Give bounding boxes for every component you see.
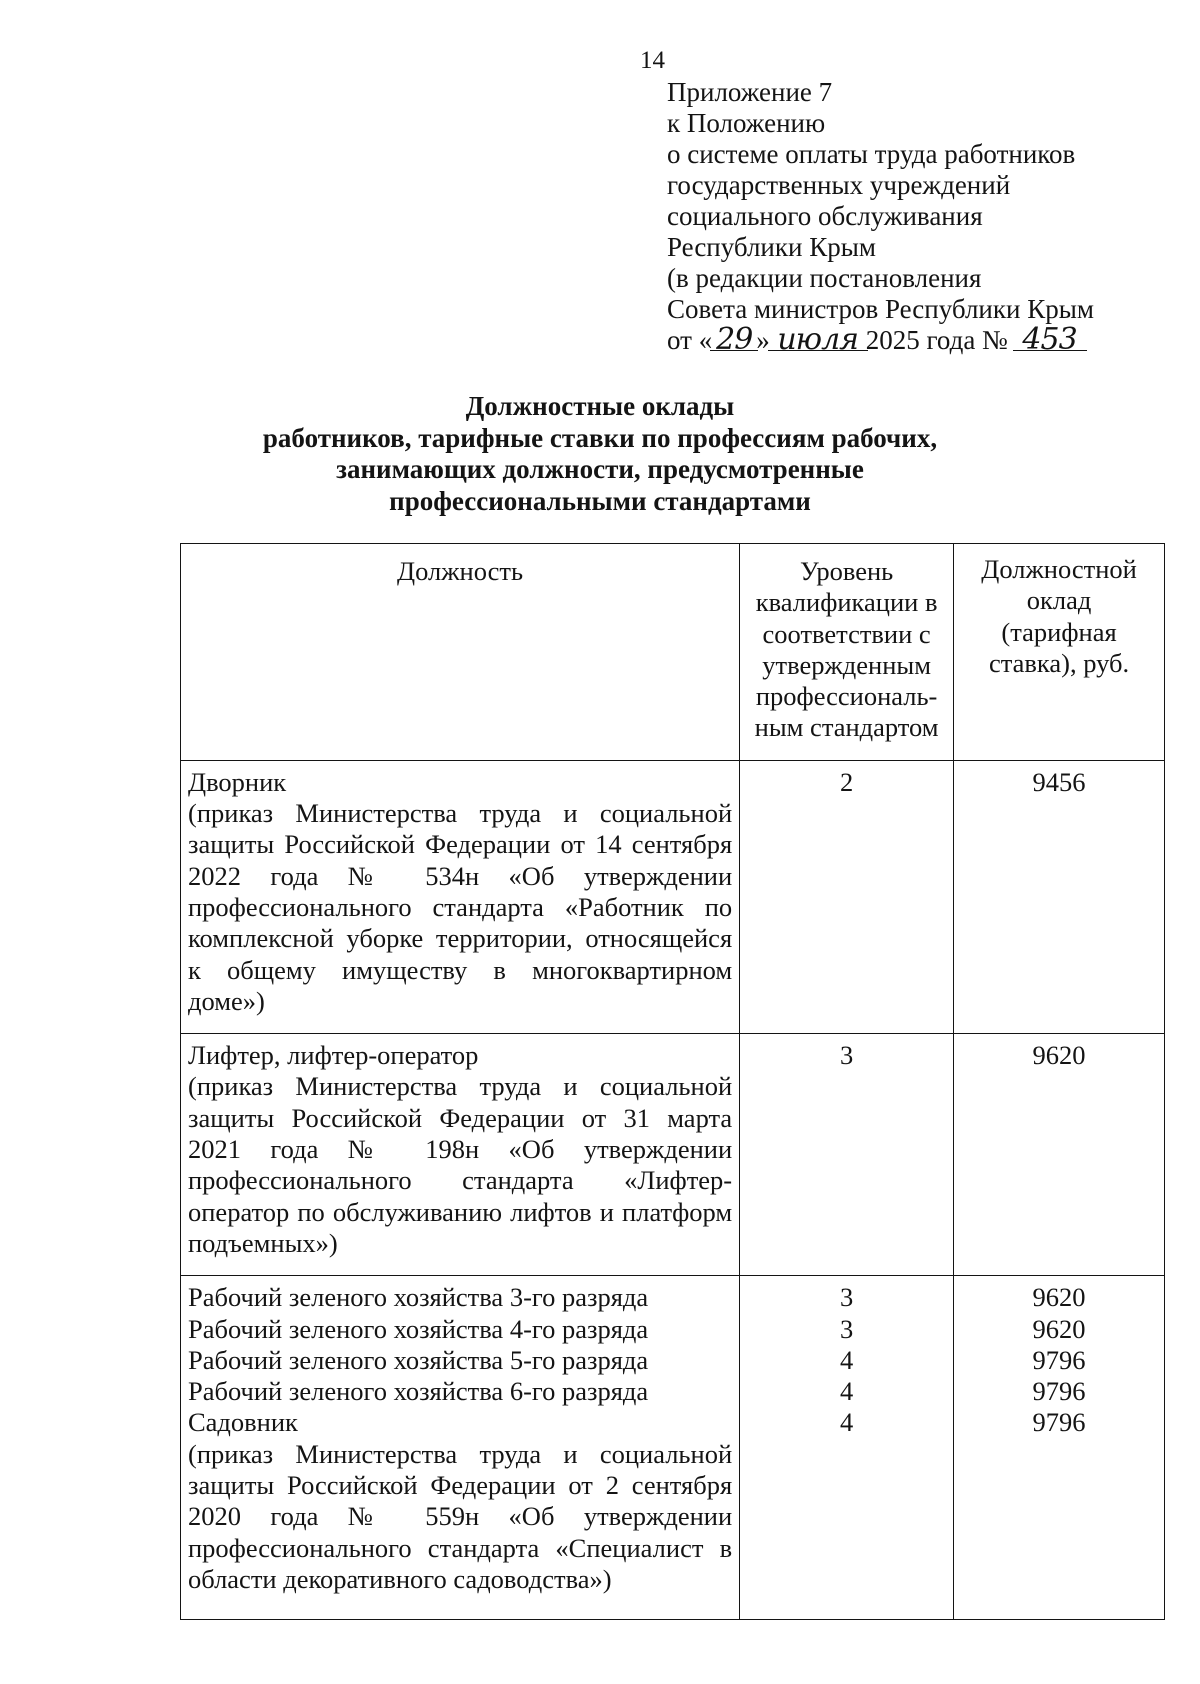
legal-basis: (приказ Министерства труда и социальной защиты Российской Федерации от 31 марта 2021 года № 198н «Об утверждении профессионального стандарта «Лифтер-оператор по обслуживанию лифтов и платформ подъемных»): [188, 1071, 733, 1258]
handwritten-day-text: 29: [716, 322, 753, 357]
header-line: ным стандартом: [754, 712, 939, 743]
appendix-line: о системе оплаты труда работников: [667, 139, 1076, 169]
header-line: утвержденным: [762, 649, 931, 680]
position-name: Рабочий зеленого хозяйства 5-го разряда: [188, 1344, 649, 1375]
header-salary: [954, 544, 1165, 761]
level-cell: [740, 1034, 954, 1276]
position-cell: [181, 1276, 740, 1620]
appendix-line: государственных учреждений: [667, 170, 1011, 200]
position-cell: [181, 1034, 740, 1276]
level-value: 3: [839, 1282, 854, 1313]
header-line: Уровень: [799, 556, 894, 586]
legal-basis: (приказ Министерства труда и социальной защиты Российской Федерации от 14 сентября 2022 года № 534н «Об утверждении профессионального стандарта «Работник по комплексной уборке территории, относящейся к общему имуществу в многоквартирном доме»): [188, 798, 733, 1016]
salary-cell: [954, 1276, 1165, 1620]
header-line: соответствии с: [762, 618, 931, 649]
table-row: [181, 760, 1165, 1033]
position-name: Рабочий зеленого хозяйства 6-го разряда: [188, 1376, 649, 1407]
salary-value: 9620: [1032, 1313, 1086, 1344]
header-line: Должностной: [981, 554, 1137, 584]
header-position: Должность: [181, 544, 740, 761]
appendix-line: Совета министров Республики Крым: [667, 294, 1094, 324]
title-line: работников, тарифные ставки по профессиям рабочих,: [262, 422, 938, 453]
appendix-line: Республики Крым: [667, 232, 876, 262]
level-value: 3: [839, 1040, 854, 1071]
header-line: оклад: [1026, 585, 1092, 616]
table-header-row: [181, 544, 1165, 761]
appendix-date-line: [667, 322, 1187, 357]
level-value: 4: [839, 1407, 854, 1438]
level-cell: [740, 1276, 954, 1620]
header-line: профессиональ-: [755, 681, 938, 712]
salary-table: [180, 543, 1165, 1620]
handwritten-doc-number-text: 453: [1022, 322, 1077, 357]
handwritten-month-text: июля: [777, 322, 859, 357]
appendix-line: социального обслуживания: [667, 201, 983, 231]
position-name: Рабочий зеленого хозяйства 4-го разряда: [188, 1313, 649, 1344]
position-name: Садовник: [188, 1407, 298, 1438]
appendix-line: (в редакции постановления: [667, 263, 982, 293]
level-value: 4: [839, 1344, 854, 1375]
level-cell: [740, 760, 954, 1033]
position-name: Лифтер, лифтер-оператор: [188, 1040, 479, 1071]
salary-value: 9796: [1032, 1407, 1086, 1438]
document-title: [180, 391, 1020, 517]
appendix-line: Приложение 7: [667, 77, 833, 107]
handwritten-doc-number: [1015, 322, 1085, 357]
title-line: Должностные оклады: [465, 391, 735, 421]
salary-value: 9796: [1032, 1376, 1086, 1407]
date-separator: »: [756, 325, 770, 355]
salary-value: 9620: [1032, 1282, 1086, 1313]
level-value: 2: [839, 766, 854, 797]
salary-value: 9620: [1032, 1040, 1086, 1071]
legal-basis: (приказ Министерства труда и социальной защиты Российской Федерации от 2 сентября 2020 года № 559н «Об утверждении профессионального стандарта «Специалист в области декоративного садоводства»): [188, 1438, 733, 1594]
salary-cell: [954, 760, 1165, 1033]
header-qualification-level: [740, 544, 954, 761]
title-line: занимающих должности, предусмотренные: [336, 454, 864, 484]
level-value: 4: [839, 1376, 854, 1407]
date-prefix: от «: [667, 325, 713, 355]
table-row: [181, 1276, 1165, 1620]
salary-value: 9796: [1032, 1344, 1086, 1375]
page-number: 14: [640, 47, 665, 74]
date-year-text: 2025 года №: [865, 325, 1008, 355]
level-value: 3: [839, 1313, 854, 1344]
header-line: (тарифная: [1001, 616, 1117, 647]
position-cell: [181, 760, 740, 1033]
header-line: ставка), руб.: [988, 647, 1130, 678]
handwritten-month: [770, 322, 866, 357]
table-row: [181, 1034, 1165, 1276]
position-name: Рабочий зеленого хозяйства 3-го разряда: [188, 1282, 649, 1313]
salary-value: 9456: [1032, 766, 1086, 797]
appendix-line: к Положению: [667, 108, 826, 138]
position-name: Дворник: [188, 766, 287, 797]
title-line: профессиональными стандартами: [389, 485, 811, 516]
appendix-header: [667, 77, 1187, 356]
salary-cell: [954, 1034, 1165, 1276]
handwritten-day: [712, 322, 756, 357]
header-line: квалификации в: [755, 587, 938, 618]
